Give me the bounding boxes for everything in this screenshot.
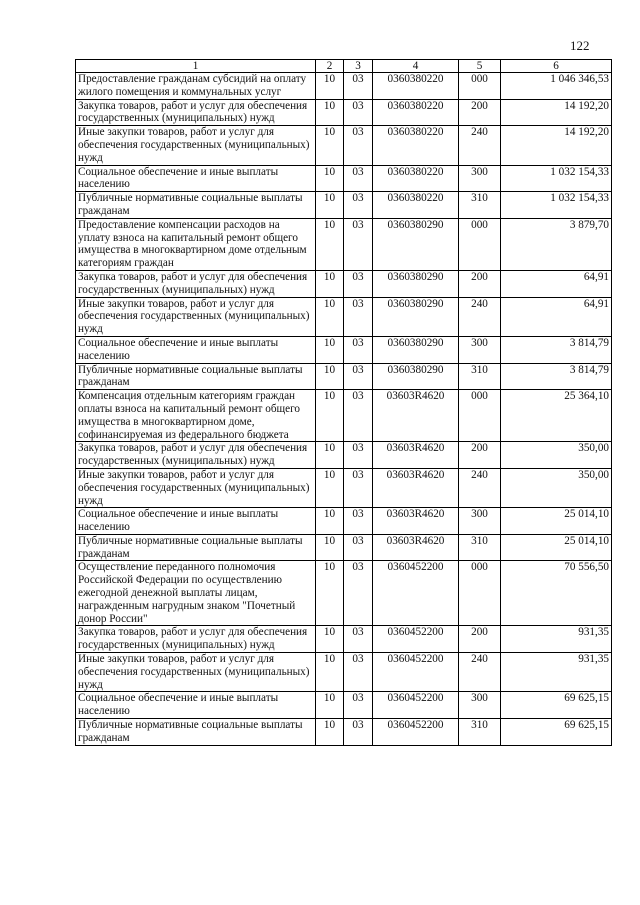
table-row	[76, 653, 612, 692]
row-expense-type-code: 300	[459, 336, 501, 363]
row-subsection-code: 03	[344, 73, 373, 100]
row-name: Закупка товаров, работ и услуг для обеспечения государственных (муниципальных) нужд	[76, 270, 316, 297]
table-row	[76, 192, 612, 219]
row-expense-type-code: 300	[459, 692, 501, 719]
row-subsection-code: 03	[344, 653, 373, 692]
row-subsection-code: 03	[344, 626, 373, 653]
row-target-article-code: 0360380220	[373, 126, 459, 165]
row-name: Публичные нормативные социальные выплаты гражданам	[76, 192, 316, 219]
row-section-code: 10	[316, 534, 344, 561]
row-name: Иные закупки товаров, работ и услуг для обеспечения государственных (муниципальных) нужд	[76, 653, 316, 692]
row-subsection-code: 03	[344, 719, 373, 746]
row-amount: 350,00	[501, 468, 612, 507]
row-section-code: 10	[316, 218, 344, 270]
row-subsection-code: 03	[344, 270, 373, 297]
table-row	[76, 719, 612, 746]
row-name: Закупка товаров, работ и услуг для обеспечения государственных (муниципальных) нужд	[76, 442, 316, 469]
row-target-article-code: 0360380290	[373, 363, 459, 390]
column-header-name: 1	[76, 60, 316, 73]
column-header-section: 2	[316, 60, 344, 73]
row-target-article-code: 0360380290	[373, 270, 459, 297]
row-subsection-code: 03	[344, 99, 373, 126]
row-name: Предоставление гражданам субсидий на оплату жилого помещения и коммунальных услуг	[76, 73, 316, 100]
table-row	[76, 165, 612, 192]
row-subsection-code: 03	[344, 534, 373, 561]
row-amount: 14 192,20	[501, 126, 612, 165]
row-section-code: 10	[316, 442, 344, 469]
row-expense-type-code: 240	[459, 653, 501, 692]
table-row	[76, 534, 612, 561]
row-amount: 25 364,10	[501, 390, 612, 442]
table-row	[76, 126, 612, 165]
row-section-code: 10	[316, 73, 344, 100]
row-name: Закупка товаров, работ и услуг для обеспечения государственных (муниципальных) нужд	[76, 626, 316, 653]
page-number: 122	[570, 38, 590, 53]
row-name: Иные закупки товаров, работ и услуг для обеспечения государственных (муниципальных) нужд	[76, 297, 316, 336]
row-amount: 1 032 154,33	[501, 165, 612, 192]
row-subsection-code: 03	[344, 508, 373, 535]
row-name: Закупка товаров, работ и услуг для обеспечения государственных (муниципальных) нужд	[76, 99, 316, 126]
row-amount: 69 625,15	[501, 719, 612, 746]
row-target-article-code: 03603R4620	[373, 442, 459, 469]
row-amount: 3 879,70	[501, 218, 612, 270]
row-subsection-code: 03	[344, 165, 373, 192]
row-amount: 1 032 154,33	[501, 192, 612, 219]
table-header	[76, 60, 612, 73]
row-subsection-code: 03	[344, 442, 373, 469]
row-section-code: 10	[316, 297, 344, 336]
row-subsection-code: 03	[344, 468, 373, 507]
row-section-code: 10	[316, 653, 344, 692]
row-expense-type-code: 000	[459, 561, 501, 626]
budget-table	[75, 59, 612, 746]
row-target-article-code: 0360452200	[373, 653, 459, 692]
table-row	[76, 270, 612, 297]
row-target-article-code: 03603R4620	[373, 508, 459, 535]
row-amount: 931,35	[501, 653, 612, 692]
column-header-amount: 6	[501, 60, 612, 73]
row-amount: 70 556,50	[501, 561, 612, 626]
table-row	[76, 692, 612, 719]
row-target-article-code: 03603R4620	[373, 390, 459, 442]
row-expense-type-code: 000	[459, 73, 501, 100]
row-name: Социальное обеспечение и иные выплаты населению	[76, 692, 316, 719]
row-name: Иные закупки товаров, работ и услуг для обеспечения государственных (муниципальных) нужд	[76, 126, 316, 165]
row-expense-type-code: 000	[459, 218, 501, 270]
row-target-article-code: 0360380290	[373, 218, 459, 270]
row-section-code: 10	[316, 626, 344, 653]
row-subsection-code: 03	[344, 297, 373, 336]
table-row	[76, 99, 612, 126]
row-amount: 931,35	[501, 626, 612, 653]
row-section-code: 10	[316, 270, 344, 297]
table-row	[76, 73, 612, 100]
table-row	[76, 336, 612, 363]
row-name: Предоставление компенсации расходов на уплату взноса на капитальный ремонт общего имущества в многоквартирном доме отдельным категориям граждан	[76, 218, 316, 270]
row-section-code: 10	[316, 390, 344, 442]
column-header-subsection: 3	[344, 60, 373, 73]
table-row	[76, 363, 612, 390]
row-expense-type-code: 310	[459, 192, 501, 219]
row-expense-type-code: 200	[459, 626, 501, 653]
row-section-code: 10	[316, 561, 344, 626]
row-expense-type-code: 240	[459, 297, 501, 336]
row-name: Публичные нормативные социальные выплаты гражданам	[76, 363, 316, 390]
row-name: Иные закупки товаров, работ и услуг для обеспечения государственных (муниципальных) нужд	[76, 468, 316, 507]
row-subsection-code: 03	[344, 336, 373, 363]
table-row	[76, 390, 612, 442]
row-expense-type-code: 300	[459, 508, 501, 535]
row-amount: 64,91	[501, 270, 612, 297]
row-section-code: 10	[316, 508, 344, 535]
row-subsection-code: 03	[344, 363, 373, 390]
row-subsection-code: 03	[344, 192, 373, 219]
row-expense-type-code: 200	[459, 442, 501, 469]
table-row	[76, 468, 612, 507]
row-name: Социальное обеспечение и иные выплаты населению	[76, 336, 316, 363]
row-amount: 64,91	[501, 297, 612, 336]
row-amount: 1 046 346,53	[501, 73, 612, 100]
row-subsection-code: 03	[344, 561, 373, 626]
row-target-article-code: 0360452200	[373, 626, 459, 653]
row-expense-type-code: 240	[459, 126, 501, 165]
row-target-article-code: 0360452200	[373, 719, 459, 746]
row-amount: 3 814,79	[501, 363, 612, 390]
row-target-article-code: 0360452200	[373, 561, 459, 626]
row-subsection-code: 03	[344, 126, 373, 165]
row-target-article-code: 0360380220	[373, 99, 459, 126]
row-subsection-code: 03	[344, 692, 373, 719]
row-subsection-code: 03	[344, 390, 373, 442]
row-section-code: 10	[316, 165, 344, 192]
row-expense-type-code: 240	[459, 468, 501, 507]
table-body	[76, 73, 612, 746]
row-section-code: 10	[316, 192, 344, 219]
row-section-code: 10	[316, 336, 344, 363]
row-section-code: 10	[316, 692, 344, 719]
row-name: Компенсация отдельным категориям граждан оплаты взноса на капитальный ремонт общего имущества в многоквартирном доме, софинансируемая из федерального бюджета	[76, 390, 316, 442]
row-target-article-code: 0360452200	[373, 692, 459, 719]
table-row	[76, 218, 612, 270]
table-row	[76, 626, 612, 653]
table-row	[76, 508, 612, 535]
table-row	[76, 442, 612, 469]
row-target-article-code: 03603R4620	[373, 534, 459, 561]
table-row	[76, 561, 612, 626]
row-amount: 25 014,10	[501, 534, 612, 561]
row-amount: 14 192,20	[501, 99, 612, 126]
table-row	[76, 297, 612, 336]
row-target-article-code: 0360380220	[373, 165, 459, 192]
row-amount: 350,00	[501, 442, 612, 469]
row-name: Осуществление переданного полномочия Российской Федерации по осуществлению ежегодной денежной выплаты лицам, награжденным нагрудным знаком "Почетный донор России"	[76, 561, 316, 626]
row-section-code: 10	[316, 468, 344, 507]
row-target-article-code: 0360380220	[373, 192, 459, 219]
row-expense-type-code: 200	[459, 270, 501, 297]
row-section-code: 10	[316, 126, 344, 165]
row-subsection-code: 03	[344, 218, 373, 270]
row-name: Социальное обеспечение и иные выплаты населению	[76, 508, 316, 535]
row-expense-type-code: 200	[459, 99, 501, 126]
row-expense-type-code: 300	[459, 165, 501, 192]
column-header-expense-type: 5	[459, 60, 501, 73]
row-name: Публичные нормативные социальные выплаты гражданам	[76, 534, 316, 561]
row-expense-type-code: 310	[459, 363, 501, 390]
row-name: Социальное обеспечение и иные выплаты населению	[76, 165, 316, 192]
header-row	[76, 60, 612, 73]
column-header-target-article: 4	[373, 60, 459, 73]
row-target-article-code: 03603R4620	[373, 468, 459, 507]
row-section-code: 10	[316, 99, 344, 126]
row-expense-type-code: 310	[459, 719, 501, 746]
row-section-code: 10	[316, 719, 344, 746]
row-amount: 69 625,15	[501, 692, 612, 719]
row-target-article-code: 0360380220	[373, 73, 459, 100]
row-section-code: 10	[316, 363, 344, 390]
row-amount: 3 814,79	[501, 336, 612, 363]
row-target-article-code: 0360380290	[373, 336, 459, 363]
row-amount: 25 014,10	[501, 508, 612, 535]
row-target-article-code: 0360380290	[373, 297, 459, 336]
row-expense-type-code: 310	[459, 534, 501, 561]
row-expense-type-code: 000	[459, 390, 501, 442]
row-name: Публичные нормативные социальные выплаты гражданам	[76, 719, 316, 746]
